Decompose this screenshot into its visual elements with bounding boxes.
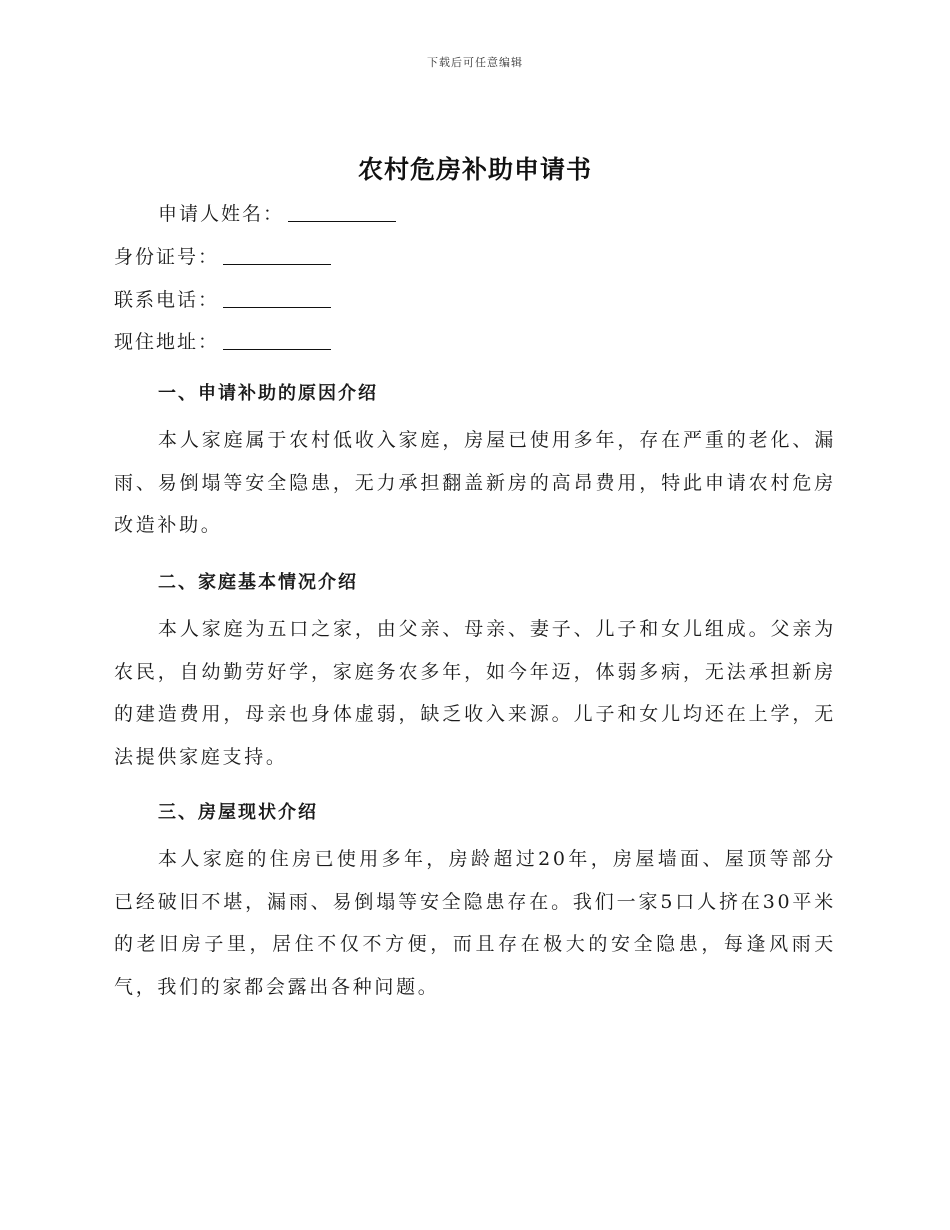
section-body-house: 本人家庭的住房已使用多年，房龄超过20年，房屋墙面、屋顶等部分已经破旧不堪，漏雨、易倒塌等安全隐患存在。我们一家5口人挤在30平米的老旧房子里，居住不仅不方便，而且存在极大的安全隐患，每逢风雨天气，我们的家都会露出各种问题。 (114, 848, 836, 998)
applicant-name-blank[interactable] (288, 203, 396, 222)
id-number-blank[interactable] (223, 246, 331, 265)
section-heading-house: 三、房屋现状介绍 (158, 802, 318, 823)
address-label: 现住地址： (114, 331, 220, 353)
header-note: 下载后可任意编辑 (427, 56, 523, 69)
id-number-label: 身份证号： (114, 246, 220, 268)
address-blank[interactable] (223, 331, 331, 350)
section-body-family: 本人家庭为五口之家，由父亲、母亲、妻子、儿子和女儿组成。父亲为农民，自幼勤劳好学，家庭务农多年，如今年迈，体弱多病，无法承担新房的建造费用，母亲也身体虚弱，缺乏收入来源。儿子和女儿均还在上学，无法提供家庭支持。 (114, 618, 836, 768)
section-heading-family: 二、家庭基本情况介绍 (158, 572, 358, 593)
address-field (114, 327, 331, 354)
id-number-field (114, 242, 331, 269)
phone-blank[interactable] (223, 289, 331, 308)
phone-label: 联系电话： (114, 289, 220, 311)
section-body-reason: 本人家庭属于农村低收入家庭，房屋已使用多年，存在严重的老化、漏雨、易倒塌等安全隐患，无力承担翻盖新房的高昂费用，特此申请农村危房改造补助。 (114, 429, 836, 536)
phone-field (114, 285, 331, 312)
document-title: 农村危房补助申请书 (357, 155, 592, 184)
applicant-name-label: 申请人姓名： (158, 203, 285, 225)
applicant-name-field (158, 199, 396, 226)
section-heading-reason: 一、申请补助的原因介绍 (158, 383, 378, 404)
